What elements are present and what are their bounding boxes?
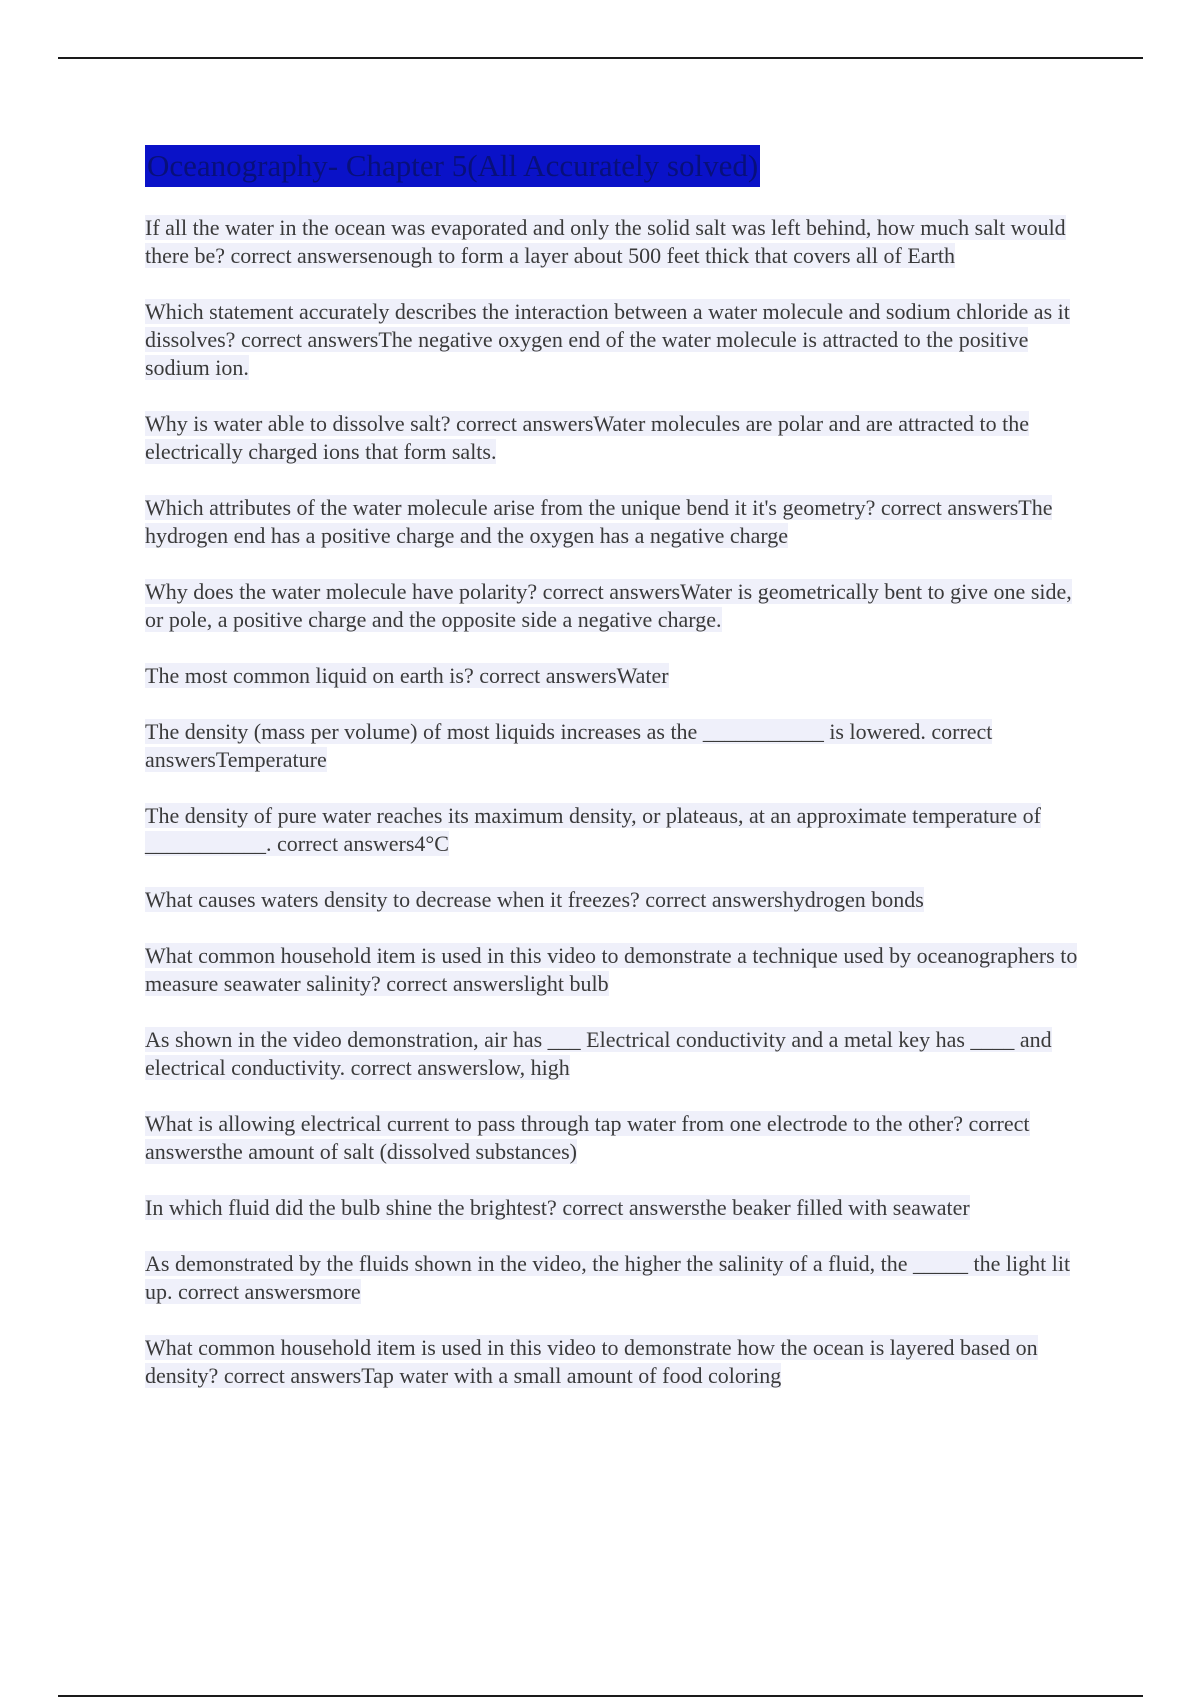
qa-text: Why does the water molecule have polarity? correct answersWater is geometrically bent to give one side, or pole, a positive charge and the opposite side a negative charge.: [145, 579, 1072, 632]
qa-text: As demonstrated by the fluids shown in the video, the higher the salinity of a fluid, the _____ the light lit up. correct answersmore: [145, 1251, 1071, 1304]
qa-item: [145, 942, 1090, 998]
qa-item: [145, 718, 1090, 774]
qa-text: If all the water in the ocean was evaporated and only the solid salt was left behind, how much salt would there be? correct answersenough to form a layer about 500 feet thick that covers all of Earth: [145, 215, 1066, 268]
qa-text: What common household item is used in this video to demonstrate how the ocean is layered based on density? correct answersTap water with a small amount of food coloring: [145, 1335, 1038, 1388]
header-rule: [58, 57, 1143, 59]
qa-item: [145, 298, 1090, 382]
qa-item: [145, 1334, 1090, 1390]
qa-list: [145, 214, 1090, 1418]
qa-text: What common household item is used in this video to demonstrate a technique used by oceanographers to measure seawater salinity? correct answerslight bulb: [145, 943, 1078, 996]
qa-item: [145, 578, 1090, 634]
qa-item: [145, 662, 1090, 690]
qa-text: The density of pure water reaches its maximum density, or plateaus, at an approximate temperature of ___________. correct answers4°C: [145, 803, 1041, 856]
qa-text: Why is water able to dissolve salt? correct answersWater molecules are polar and are attracted to the electrically charged ions that form salts.: [145, 411, 1029, 464]
qa-item: [145, 1026, 1090, 1082]
qa-item: [145, 214, 1090, 270]
qa-item: [145, 1110, 1090, 1166]
qa-text: What is allowing electrical current to pass through tap water from one electrode to the other? correct answersthe amount of salt (dissolved substances): [145, 1111, 1030, 1164]
qa-item: [145, 886, 1090, 914]
qa-item: [145, 1194, 1090, 1222]
qa-text: In which fluid did the bulb shine the brightest? correct answersthe beaker filled with seawater: [145, 1195, 970, 1220]
qa-text: The most common liquid on earth is? correct answersWater: [145, 663, 669, 688]
qa-text: Which attributes of the water molecule arise from the unique bend it it's geometry? correct answersThe hydrogen end has a positive charge and the oxygen has a negative charge: [145, 495, 1053, 548]
qa-text: Which statement accurately describes the interaction between a water molecule and sodium chloride as it dissolves? correct answersThe negative oxygen end of the water molecule is attracted to the positive sodium ion.: [145, 299, 1070, 380]
qa-item: [145, 1250, 1090, 1306]
qa-item: [145, 410, 1090, 466]
qa-text: The density (mass per volume) of most liquids increases as the ___________ is lowered. correct answersTemperature: [145, 719, 993, 772]
footer-rule: [58, 1695, 1143, 1697]
page-title: Oceanography- Chapter 5(All Accurately solved): [145, 145, 760, 187]
qa-item: [145, 494, 1090, 550]
qa-item: [145, 802, 1090, 858]
qa-text: What causes waters density to decrease when it freezes? correct answershydrogen bonds: [145, 887, 924, 912]
qa-text: As shown in the video demonstration, air has ___ Electrical conductivity and a metal key has ____ and electrical conductivity. correct answerslow, high: [145, 1027, 1052, 1080]
